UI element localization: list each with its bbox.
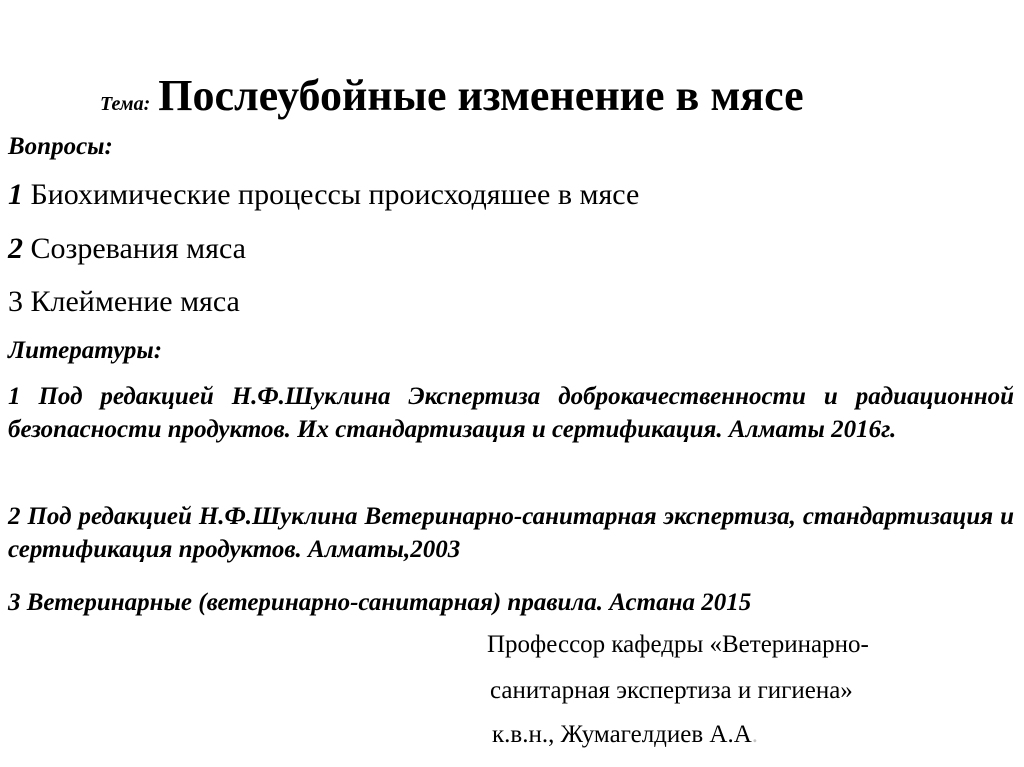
question-text: Биохимические процессы происходяшее в мясе: [30, 178, 640, 211]
questions-label: Вопросы:: [8, 133, 113, 160]
question-text: Клеймение мяса: [30, 285, 240, 318]
author-name: [492, 721, 758, 749]
literature-label: Литературы:: [8, 337, 163, 364]
title-row: [100, 70, 804, 121]
page-title: Послеубойные изменение в мясе: [158, 71, 804, 120]
author-name-text: к.в.н., Жумагелдиев А.А: [492, 721, 752, 748]
literature-item-3: 3 Ветеринарные (ветеринарно-санитарная) правила. Астана 2015: [8, 589, 752, 616]
author-position-line-2: санитарная экспертиза и гигиена»: [490, 677, 853, 704]
title-prefix: Тема:: [100, 93, 151, 115]
question-number: 3: [8, 285, 23, 318]
author-name-period: .: [751, 721, 759, 748]
question-item-1: [8, 178, 639, 212]
question-number: 1: [8, 178, 23, 211]
author-position-line-1: Профессор кафедры «Ветеринарно-: [487, 631, 869, 658]
question-number: 2: [8, 232, 23, 265]
question-text: Созревания мяса: [30, 232, 246, 265]
question-item-2: [8, 232, 246, 266]
literature-item-1: 1 Под редакцией Н.Ф.Шуклина Экспертиза доброкачественности и радиационной безопасности продуктов. Их стандартизация и сертификация. Алматы 2016г.: [8, 383, 1014, 443]
literature-item-2: 2 Под редакцией Н.Ф.Шуклина Ветеринарно-санитарная экспертиза, стандартизация и сертификация продуктов. Алматы,2003: [8, 503, 1014, 563]
question-item-3: [8, 285, 240, 319]
